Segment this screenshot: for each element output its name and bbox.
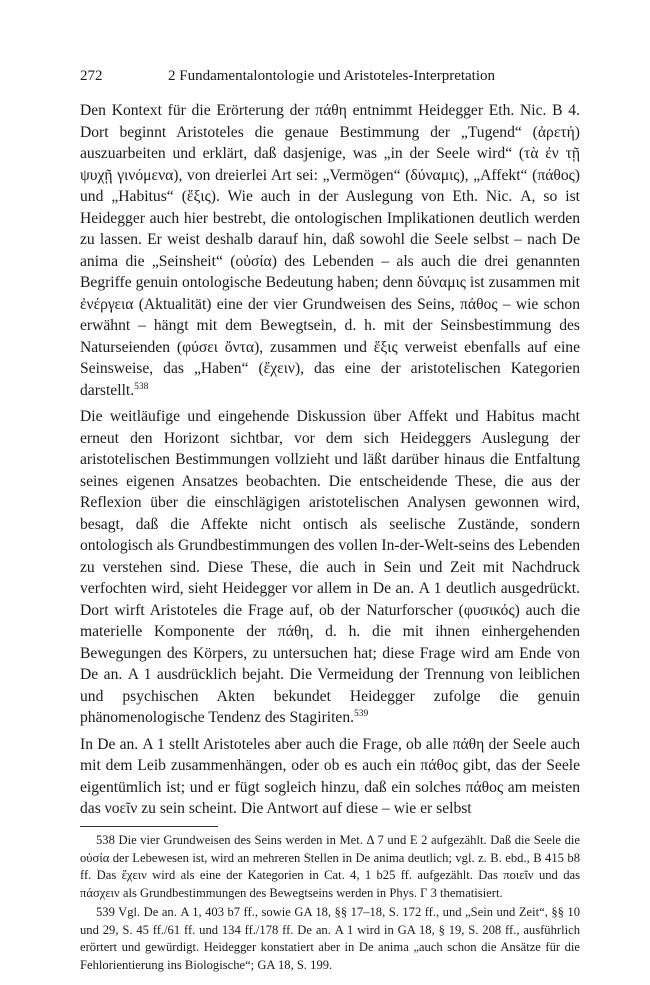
footnote-number: 538	[96, 833, 115, 847]
paragraph-text: Den Kontext für die Erörterung der πάθη entnimmt Heidegger Eth. Nic. B 4. Dort beginnt Aristoteles die genaue Bestimmung der „Tugend“ (ἀρετή) auszuarbeiten und erklärt, daß dasjenige, was „in der Seele wird“ (τὰ ἐν τῇ ψυχῇ γινόμενα), von dreierlei Art sei: „Vermögen“ (δύναμις), „Affekt“ (πάθος) und „Habitus“ (ἕξις). Wie auch in der Auslegung von Eth. Nic. Α, so ist Heidegger auch hier bestrebt, die ontologischen Implikationen deutlich werden zu lassen. Er weist deshalb darauf hin, daß sowohl die Seele selbst – nach De anima die „Seinsheit“ (οὐσία) des Lebenden – als auch die drei genannten Begriffe genuin ontologische Bedeutung haben; denn δύναμις ist zusammen mit ἐνέργεια (Aktualität) eine der vier Grundweisen des Seins, πάθος – wie schon erwähnt – hängt mit dem Bewegtsein, d. h. mit der Seinsbestimmung des Naturseienden (φύσει ὄντα), zusammen und ἕξις verweist ebenfalls auf eine Seinsweise, das „Haben“ (ἔχειν), das eine der aristotelischen Kategorien darstellt.	[80, 102, 580, 399]
paragraph-text: In De an. Α 1 stellt Aristoteles aber auch die Frage, ob alle πάθη der Seele auch mit dem Leib zusammenhängen, oder ob es auch ein πάθος gibt, das der Seele eigentümlich ist; und er fügt sogleich hinzu, daß ein solches πάθος am meisten das νοεῖν zu sein scheint. Die Antwort auf diese – wie er selbst	[80, 735, 580, 817]
footnote-separator	[80, 826, 218, 827]
paragraph-text: Die weitläufige und eingehende Diskussion über Affekt und Habitus macht erneut den Horizont sichtbar, vor dem sich Heideggers Auslegung der aristotelischen Bestimmungen vollzieht und läßt darüber hinaus die Entfaltung seines eigenen Ansatzes beobachten. Die entscheidende These, die aus der Reflexion über die einschlägigen aristotelischen Analysen gewonnen wird, besagt, daß die Affekte nicht ontisch als seelische Zustände, sondern ontologisch als Grundbestimmungen des vollen In-der-Welt-seins des Lebenden zu verstehen sind. Diese These, die auch in Sein und Zeit mit Nachdruck verfochten wird, sieht Heidegger vor allem in De an. Α 1 deutlich ausgedrückt. Dort wirft Aristoteles die Frage auf, ob der Naturforscher (φυσικός) auch die materielle Komponente der πάθη, d. h. die mit ihnen einhergehenden Bewegungen des Körpers, zu untersuchen hat; diese Frage wird am Ende von De an. Α 1 ausdrücklich bejaht. Die Vermeidung der Trennung von leiblichen und psychischen Akten bekundet Heidegger zufolge die genuin phänomenologische Tendenz des Stagiriten.	[80, 408, 580, 726]
footnote-ref: 539	[354, 709, 369, 719]
footnote-ref: 538	[134, 381, 149, 392]
paragraph	[80, 100, 580, 401]
page-number: 272	[80, 68, 103, 84]
paragraph	[80, 406, 580, 729]
footnote-text: Vgl. De an. Α 1, 403 b7 ff., sowie GA 18, §§ 17–18, S. 172 ff., und „Sein und Zeit“, §§ 10 und 29, S. 45 ff./61 ff. und 134 ff./178 ff. De an. Α 1 wird in GA 18, § 19, S. 208 ff., ausführlich erörtert und gewürdigt. Heidegger konstatiert aber in De anima „auch schon die Ansätze für die Fehlorientierung ins Biologische“; GA 18, S. 199.	[80, 905, 580, 972]
footnote-text: Die vier Grundweisen des Seins werden in Met. Δ 7 und Ε 2 aufgezählt. Daß die Seele die οὐσία der Lebewesen ist, wird an mehreren Stellen in De anima deutlich; vgl. z. B. ebd., Β 415 b8 ff. Das ἔχειν wird als eine der Kategorien in Cat. 4, 1 b25 ff. aufgezählt. Das ποιεῖν und das πάσχειν als Grundbestimmungen des Bewegtseins werden in Phys. Γ 3 thematisiert.	[80, 833, 580, 900]
footnotes	[80, 832, 580, 976]
footnote-number: 539	[96, 905, 115, 919]
main-text	[80, 100, 580, 825]
paragraph	[80, 734, 580, 820]
running-title: 2 Fundamentalontologie und Aristoteles-Interpretation	[168, 68, 496, 84]
footnote	[80, 832, 580, 902]
footnote	[80, 904, 580, 974]
